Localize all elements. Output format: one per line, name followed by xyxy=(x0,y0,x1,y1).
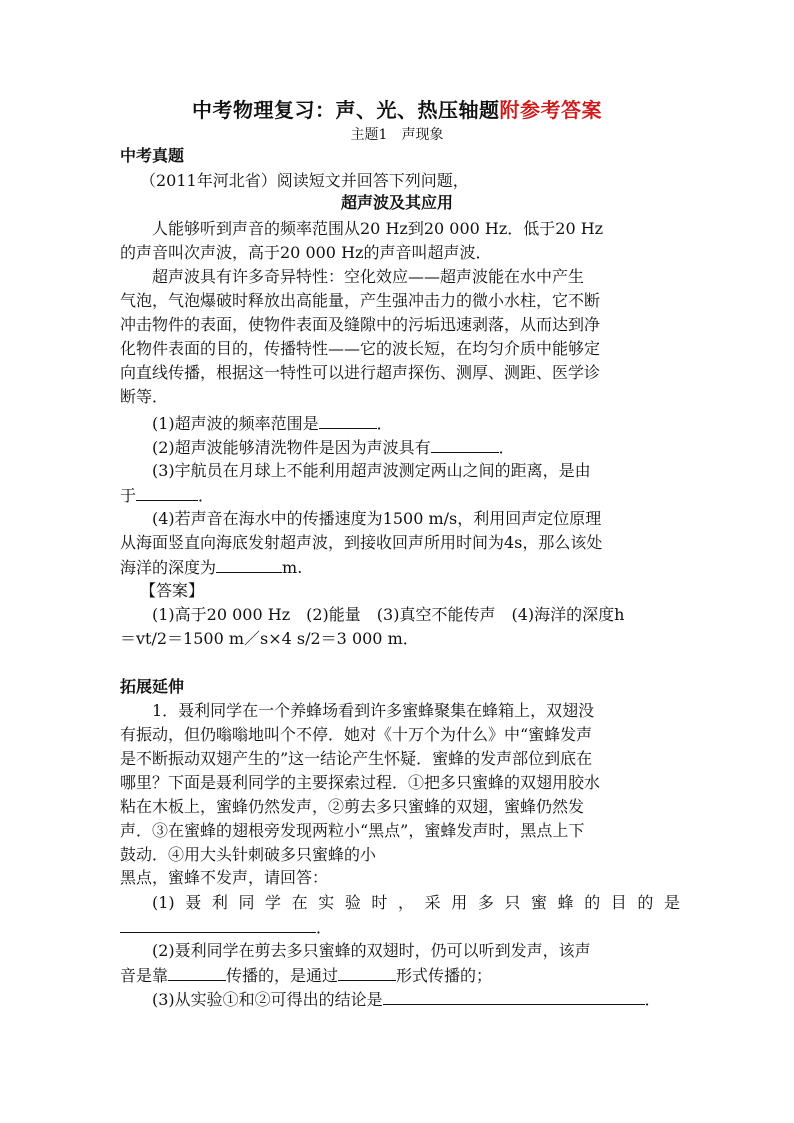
answer-blank[interactable] xyxy=(319,412,377,429)
question-3: (3)宇航员在月球上不能利用超声波测定两山之间的距离，是由 xyxy=(152,461,591,480)
answer-blank[interactable] xyxy=(431,436,499,453)
passage-line: 气泡，气泡爆破时释放出高能量，产生强冲击力的微小水柱，它不断 xyxy=(120,291,601,310)
answer-blank[interactable] xyxy=(216,556,282,573)
passage-line: 鼓动．④用大头针刺破多只蜜蜂的小 xyxy=(120,845,377,864)
question-text: (1)超声波的频率范围是 xyxy=(152,414,319,433)
question-4-cont: 从海面竖直向海底发射超声波，到接收回声所用时间为4s，那么该处 xyxy=(120,533,603,552)
answer-blank[interactable] xyxy=(338,964,396,981)
passage-line: 化物件表面的目的，传播特性——它的波长短，在均匀介质中能够定 xyxy=(120,339,601,358)
passage-line: 黑点，蜜蜂不发声，请回答： xyxy=(120,868,329,887)
question-text: 海洋的深度为 xyxy=(120,558,217,577)
question-text: 音是靠 xyxy=(120,966,169,985)
section-heading-exam: 中考真题 xyxy=(120,146,185,165)
answer-line: (1)高于20 000 Hz (2)能量 (3)真空不能传声 (4)海洋的深度h xyxy=(152,605,625,624)
ext-question-1-blank xyxy=(120,916,680,939)
page-subtitle: 主题1 声现象 xyxy=(350,127,444,143)
passage-line: 1．聂利同学在一个养蜂场看到许多蜜蜂聚集在蜂箱上，双翅没 xyxy=(152,701,595,720)
page-title xyxy=(0,94,794,123)
ext-question-3 xyxy=(152,988,680,1011)
question-end: ． xyxy=(198,486,215,505)
ext-question-2: (2)聂利同学在剪去多只蜜蜂的双翅时，仍可以听到发声，该声 xyxy=(152,941,591,960)
passage-line: 冲击物件的表面，使物件表面及缝隙中的污垢迅速剥落，从而达到净 xyxy=(120,315,601,334)
question-end: ． xyxy=(498,438,515,457)
passage-line: 人能够听到声音的频率范围从20 Hz到20 000 Hz．低于20 Hz xyxy=(152,219,604,238)
question-end: ． xyxy=(376,414,393,433)
question-4-cont xyxy=(120,556,680,579)
passage-line: 断等． xyxy=(120,387,169,406)
question-1 xyxy=(152,412,680,435)
question-4: (4)若声音在海水中的传播速度为1500 m/s，利用回声定位原理 xyxy=(152,509,602,528)
answer-blank[interactable] xyxy=(120,916,316,933)
question-unit: m. xyxy=(282,558,303,577)
passage-line: 是不断振动双翅产生的”这一结论产生怀疑．蜜蜂的发声部位到底在 xyxy=(120,749,593,768)
question-text: 传播的，是通过 xyxy=(226,966,339,985)
section-heading-extension: 拓展延伸 xyxy=(120,677,185,696)
question-text: (2)超声波能够清洗物件是因为声波具有 xyxy=(152,438,431,457)
title-main: 中考物理复习：声、光、热压轴题 xyxy=(192,98,500,122)
passage-line: 有振动，但仍嗡嗡地叫个不停．她对《十万个为什么》中“蜜蜂发声 xyxy=(120,725,593,744)
question-text: (3)从实验①和②可得出的结论是 xyxy=(152,990,383,1009)
passage-line: 向直线传播，根据这一特性可以进行超声探伤、测厚、测距、医学诊 xyxy=(120,363,601,382)
passage-line: 的声音叫次声波，高于20 000 Hz的声音叫超声波． xyxy=(120,243,492,262)
passage-line: 超声波具有许多奇异特性：空化效应——超声波能在水中产生 xyxy=(152,267,585,286)
question-end: ． xyxy=(644,990,661,1009)
question-3-cont xyxy=(120,484,680,507)
answer-blank[interactable] xyxy=(136,484,198,501)
ext-question-1: (1)聂利同学在实验时，采用多只蜜蜂的目的是 xyxy=(152,893,680,912)
question-text: 形式传播的； xyxy=(396,966,493,985)
title-answer-note: 附参考答案 xyxy=(499,98,602,122)
answer-blank[interactable] xyxy=(383,988,645,1005)
passage-title: 超声波及其应用 xyxy=(340,193,453,212)
ext-question-2-cont xyxy=(120,964,680,987)
passage-line: 声．③在蜜蜂的翅根旁发现两粒小“黑点”，蜜蜂发声时，黑点上下 xyxy=(120,821,585,840)
question-2 xyxy=(152,436,680,459)
answer-line: ＝vt/2＝1500 m／s×4 s/2＝3 000 m． xyxy=(120,629,419,648)
answer-blank[interactable] xyxy=(168,964,226,981)
passage-line: 哪里？下面是聂利同学的主要探索过程．①把多只蜜蜂的双翅用胶水 xyxy=(120,773,601,792)
question-end: ． xyxy=(316,918,333,937)
passage-line: 粘在木板上，蜜蜂仍然发声，②剪去多只蜜蜂的双翅，蜜蜂仍然发 xyxy=(120,797,585,816)
question-text: 于 xyxy=(120,486,137,505)
question-intro: （2011年河北省）阅读短文并回答下列问题， xyxy=(140,171,469,190)
answer-label: 【答案】 xyxy=(140,581,205,600)
